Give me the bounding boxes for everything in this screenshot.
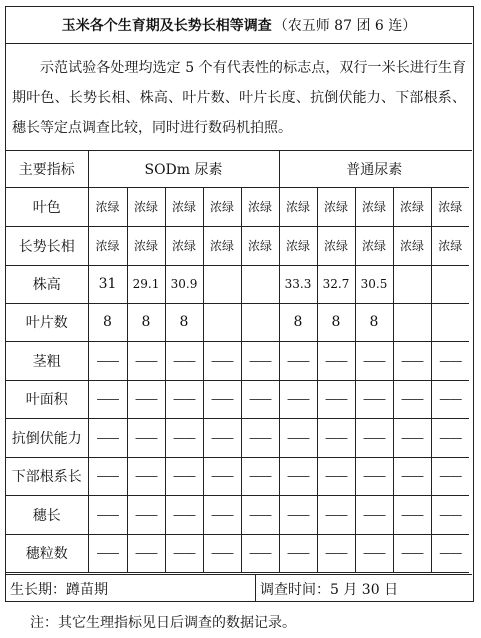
table-cell: —— bbox=[241, 341, 279, 380]
table-cell: 浓绿 bbox=[317, 226, 355, 265]
table-cell: 浓绿 bbox=[317, 187, 355, 226]
table-cell: 浓绿 bbox=[279, 187, 317, 226]
table-cell: —— bbox=[241, 534, 279, 572]
table-cell bbox=[241, 303, 279, 341]
table-cell: —— bbox=[203, 380, 241, 418]
table-row bbox=[6, 457, 469, 495]
table-cell: —— bbox=[355, 457, 393, 495]
table-cell: —— bbox=[317, 341, 355, 380]
table-cell: —— bbox=[127, 457, 165, 495]
header-regular-urea: 普通尿素 bbox=[279, 151, 469, 187]
table-cell: —— bbox=[203, 495, 241, 534]
table-cell: 浓绿 bbox=[88, 187, 127, 226]
table-row bbox=[6, 418, 469, 457]
table-cell: —— bbox=[241, 380, 279, 418]
table-cell: —— bbox=[88, 380, 127, 418]
table-cell: —— bbox=[431, 534, 469, 572]
table-cell: —— bbox=[88, 341, 127, 380]
table-cell: —— bbox=[355, 495, 393, 534]
survey-sheet bbox=[5, 6, 474, 602]
table-cell: —— bbox=[127, 534, 165, 572]
table-row bbox=[6, 495, 469, 534]
table-cell: 浓绿 bbox=[127, 187, 165, 226]
header-sodm-urea: SODm 尿素 bbox=[88, 151, 279, 187]
table-cell: 33.3 bbox=[279, 265, 317, 303]
title-main: 玉米各个生育期及长势长相等调查 bbox=[61, 18, 272, 34]
table-cell: —— bbox=[127, 341, 165, 380]
table-cell: —— bbox=[279, 418, 317, 457]
table-cell: —— bbox=[88, 495, 127, 534]
row-label: 叶面积 bbox=[6, 380, 88, 418]
table-row bbox=[6, 226, 469, 265]
table-cell: 浓绿 bbox=[241, 187, 279, 226]
table-cell: —— bbox=[165, 341, 203, 380]
survey-time: 调查时间：5 月 30 日 bbox=[260, 581, 399, 598]
table-cell: 8 bbox=[317, 303, 355, 341]
table-cell bbox=[241, 265, 279, 303]
table-cell: —— bbox=[431, 418, 469, 457]
table-cell: —— bbox=[355, 418, 393, 457]
table-cell: —— bbox=[165, 534, 203, 572]
table-cell: 浓绿 bbox=[88, 226, 127, 265]
table-cell: —— bbox=[431, 380, 469, 418]
table-cell: —— bbox=[127, 380, 165, 418]
table-cell: —— bbox=[355, 341, 393, 380]
table-cell: —— bbox=[393, 457, 431, 495]
table-cell: 浓绿 bbox=[127, 226, 165, 265]
table-cell: 浓绿 bbox=[393, 226, 431, 265]
footnote: 注：其它生理指标见日后调查的数据记录。 bbox=[30, 615, 296, 631]
table-cell: —— bbox=[241, 457, 279, 495]
table-cell: —— bbox=[317, 457, 355, 495]
table-cell bbox=[393, 303, 431, 341]
table-cell bbox=[431, 265, 469, 303]
table-row bbox=[6, 534, 469, 572]
table-cell: —— bbox=[355, 534, 393, 572]
table-cell: —— bbox=[431, 495, 469, 534]
row-label: 叶片数 bbox=[6, 303, 88, 341]
row-label: 叶色 bbox=[6, 187, 88, 226]
row-label: 株高 bbox=[6, 265, 88, 303]
table-cell: —— bbox=[279, 380, 317, 418]
table-cell: 30.5 bbox=[355, 265, 393, 303]
table-cell: 8 bbox=[165, 303, 203, 341]
table-cell: 浓绿 bbox=[279, 226, 317, 265]
title-subtitle: （农五师 87 团 6 连） bbox=[273, 18, 417, 34]
row-label: 下部根系长 bbox=[6, 457, 88, 495]
header-indicator: 主要指标 bbox=[6, 151, 88, 187]
table-cell: —— bbox=[355, 380, 393, 418]
table-row bbox=[6, 187, 469, 226]
table-cell: —— bbox=[393, 341, 431, 380]
table-cell: —— bbox=[203, 418, 241, 457]
table-cell: 8 bbox=[88, 303, 127, 341]
table-cell: 浓绿 bbox=[203, 187, 241, 226]
table-cell: —— bbox=[317, 495, 355, 534]
table-cell: —— bbox=[127, 418, 165, 457]
table-cell: —— bbox=[165, 457, 203, 495]
table-cell: 浓绿 bbox=[431, 226, 469, 265]
table-cell: —— bbox=[88, 457, 127, 495]
table-cell bbox=[203, 303, 241, 341]
footer-row bbox=[6, 574, 472, 602]
table-cell: —— bbox=[393, 380, 431, 418]
table-cell: 浓绿 bbox=[431, 187, 469, 226]
table-cell: —— bbox=[88, 534, 127, 572]
table-cell: —— bbox=[165, 495, 203, 534]
table-row bbox=[6, 341, 469, 380]
table-cell bbox=[393, 265, 431, 303]
table-cell: —— bbox=[203, 341, 241, 380]
table-cell: 浓绿 bbox=[355, 187, 393, 226]
table-row bbox=[6, 303, 469, 341]
table-cell: 30.9 bbox=[165, 265, 203, 303]
row-label: 茎粗 bbox=[6, 341, 88, 380]
table-cell: —— bbox=[88, 418, 127, 457]
growth-stage: 生长期：蹲苗期 bbox=[6, 575, 256, 602]
document-title bbox=[6, 7, 472, 44]
table-cell: —— bbox=[165, 380, 203, 418]
table-cell: 浓绿 bbox=[203, 226, 241, 265]
table-cell: 浓绿 bbox=[355, 226, 393, 265]
table-cell: —— bbox=[279, 495, 317, 534]
table-cell: —— bbox=[241, 495, 279, 534]
table-cell: 浓绿 bbox=[393, 187, 431, 226]
row-label: 穗长 bbox=[6, 495, 88, 534]
row-label: 穗粒数 bbox=[6, 534, 88, 572]
table-cell: —— bbox=[203, 457, 241, 495]
table-cell: 浓绿 bbox=[165, 187, 203, 226]
survey-table bbox=[6, 151, 469, 573]
table-cell: —— bbox=[241, 418, 279, 457]
row-label: 抗倒伏能力 bbox=[6, 418, 88, 457]
table-cell: 8 bbox=[355, 303, 393, 341]
table-row bbox=[6, 380, 469, 418]
table-cell: 8 bbox=[127, 303, 165, 341]
intro-paragraph: 示范试验各处理均选定 5 个有代表性的标志点，双行一米长进行生育期叶色、长势长相、株高、叶片数、叶片长度、抗倒伏能力、下部根系、穗长等定点调查比较，同时进行数码机拍照。 bbox=[6, 43, 472, 151]
table-cell: —— bbox=[317, 534, 355, 572]
row-label: 长势长相 bbox=[6, 226, 88, 265]
table-cell: —— bbox=[279, 457, 317, 495]
table-cell: —— bbox=[279, 534, 317, 572]
table-cell: 29.1 bbox=[127, 265, 165, 303]
table-cell: —— bbox=[165, 418, 203, 457]
table-cell: —— bbox=[317, 380, 355, 418]
table-cell bbox=[203, 265, 241, 303]
table-cell: 8 bbox=[279, 303, 317, 341]
table-cell bbox=[431, 303, 469, 341]
table-row bbox=[6, 265, 469, 303]
table-cell: —— bbox=[393, 418, 431, 457]
table-cell: —— bbox=[279, 341, 317, 380]
table-cell: —— bbox=[431, 341, 469, 380]
table-cell: 31 bbox=[88, 265, 127, 303]
table-cell: —— bbox=[393, 534, 431, 572]
table-header-row bbox=[6, 151, 469, 187]
table-cell: —— bbox=[431, 457, 469, 495]
table-cell: —— bbox=[203, 534, 241, 572]
table-cell: —— bbox=[393, 495, 431, 534]
table-cell: —— bbox=[317, 418, 355, 457]
table-cell: 浓绿 bbox=[165, 226, 203, 265]
table-cell: —— bbox=[127, 495, 165, 534]
table-cell: 浓绿 bbox=[241, 226, 279, 265]
table-cell: 32.7 bbox=[317, 265, 355, 303]
